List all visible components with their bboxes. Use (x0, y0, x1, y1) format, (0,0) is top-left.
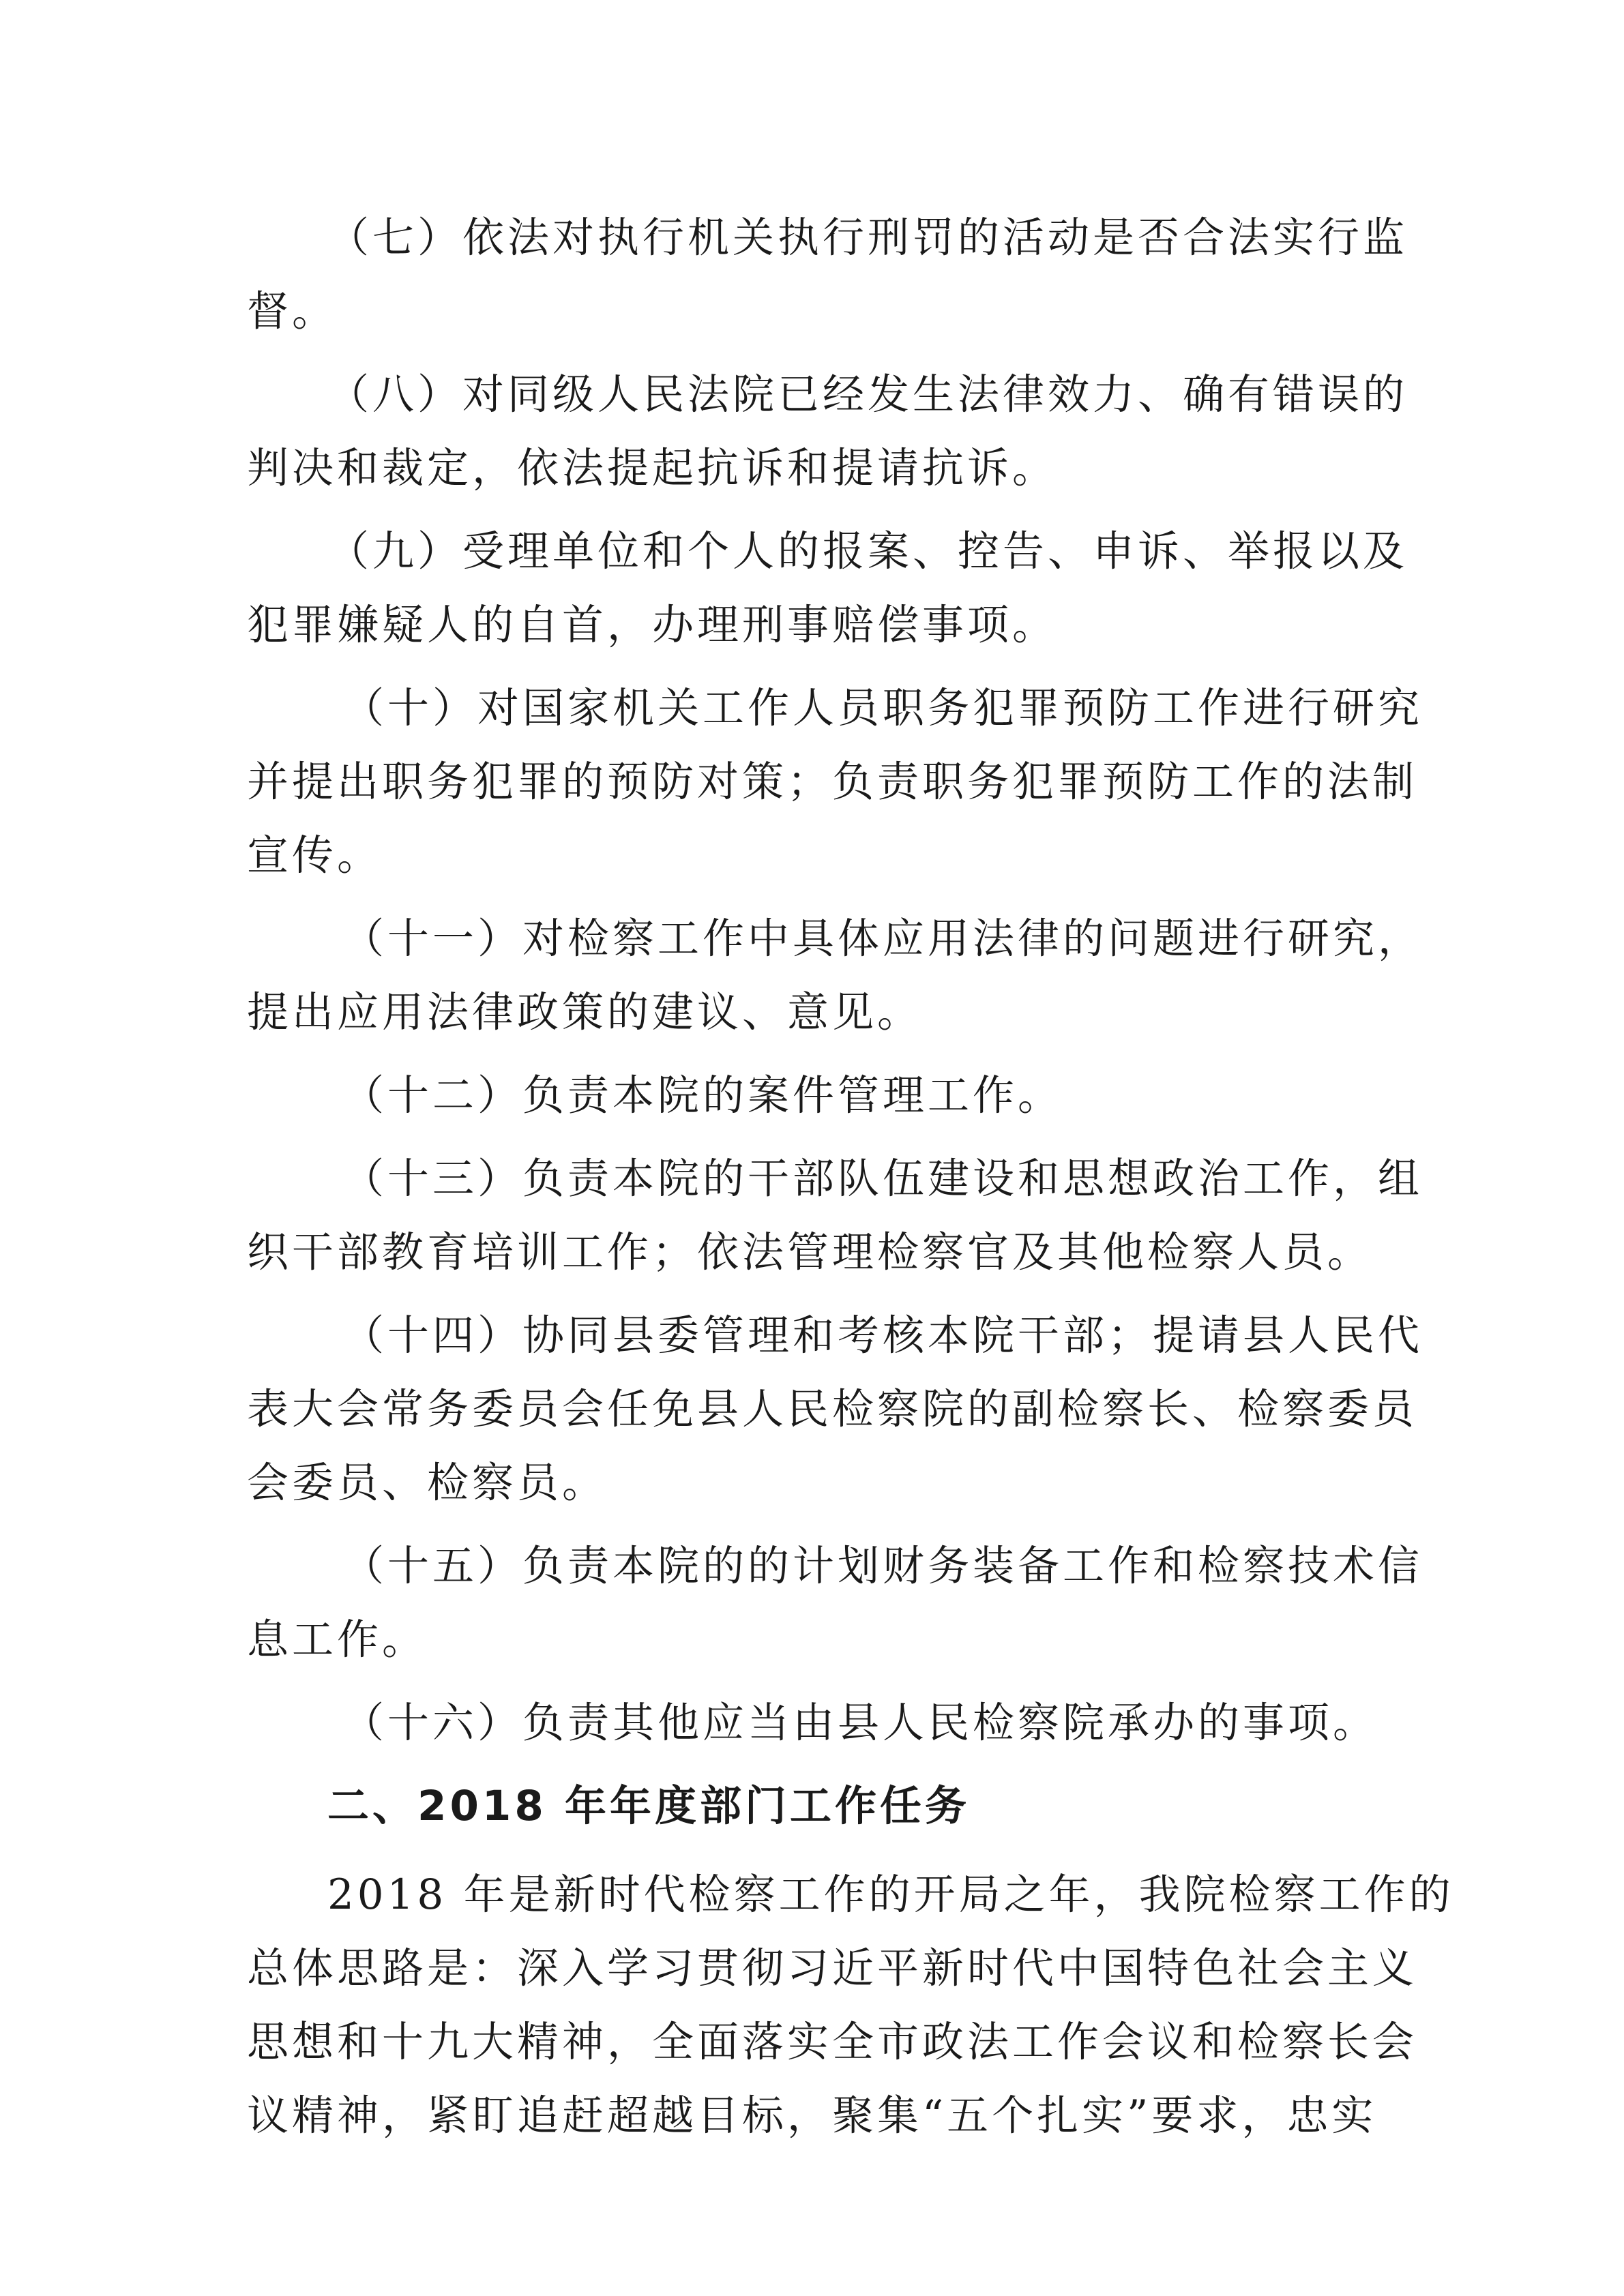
paragraph-item-16 (247, 1686, 1379, 1760)
section-heading-text: 二、2018 年年度部门工作任务 (327, 1782, 971, 1830)
document-body (247, 201, 1454, 2153)
text-line: （十六）负责其他应当由县人民检察院承办的事项。 (342, 1699, 1378, 1747)
text-line: 表大会常务委员会任免县人民检察院的副检察长、检察委员 (247, 1385, 1418, 1433)
text-line: （十）对国家机关工作人员职务犯罪预防工作进行研究 (342, 684, 1423, 732)
paragraph-item-14 (247, 1299, 1423, 1520)
text-line: （十一）对检察工作中具体应用法律的问题进行研究， (342, 914, 1423, 963)
text-line: 提出应用法律政策的建议、意见。 (247, 988, 923, 1037)
paragraph-item-10 (247, 672, 1423, 893)
text-line: 犯罪嫌疑人的自首，办理刑事赔偿事项。 (247, 601, 1058, 649)
paragraph-item-11 (247, 902, 1423, 1049)
text-line: 议精神，紧盯追赶超越目标，聚集“五个扎实”要求，忠实 (247, 2091, 1377, 2140)
text-line: （七）依法对执行机关执行刑罚的活动是否合法实行监 (327, 213, 1408, 262)
text-line: （十二）负责本院的案件管理工作。 (342, 1071, 1063, 1120)
paragraph-item-9 (247, 515, 1408, 662)
text-line: 织干部教育培训工作；依法管理检察官及其他检察人员。 (247, 1228, 1373, 1277)
paragraph-item-13 (247, 1142, 1423, 1289)
closing-paragraph (247, 1858, 1454, 2153)
paragraph-item-8 (247, 358, 1408, 505)
text-line: 会委员、检察员。 (247, 1459, 608, 1507)
section-heading (247, 1770, 1379, 1843)
text-line: （十四）协同县委管理和考核本院干部；提请县人民代 (342, 1311, 1423, 1360)
text-line: 2018 年是新时代检察工作的开局之年，我院检察工作的 (327, 1870, 1454, 1919)
text-line: 并提出职务犯罪的预防对策；负责职务犯罪预防工作的法制 (247, 758, 1418, 806)
text-line: （十五）负责本院的的计划财务装备工作和检察技术信 (342, 1542, 1423, 1590)
text-line: 思想和十九大精神，全面落实全市政法工作会议和检察长会 (247, 2018, 1418, 2066)
text-line: 宣传。 (247, 831, 383, 880)
text-line: 督。 (247, 287, 338, 336)
paragraph-item-7 (247, 201, 1408, 348)
text-line: （八）对同级人民法院已经发生法律效力、确有错误的 (327, 370, 1408, 419)
text-line: （十三）负责本院的干部队伍建设和思想政治工作，组 (342, 1154, 1423, 1203)
text-line: 总体思路是：深入学习贯彻习近平新时代中国特色社会主义 (247, 1944, 1418, 1993)
paragraph-item-12 (247, 1059, 1379, 1133)
text-line: 判决和裁定，依法提起抗诉和提请抗诉。 (247, 444, 1058, 492)
paragraph-item-15 (247, 1530, 1423, 1677)
text-line: 息工作。 (247, 1615, 428, 1664)
text-line: （九）受理单位和个人的报案、控告、申诉、举报以及 (327, 527, 1408, 576)
